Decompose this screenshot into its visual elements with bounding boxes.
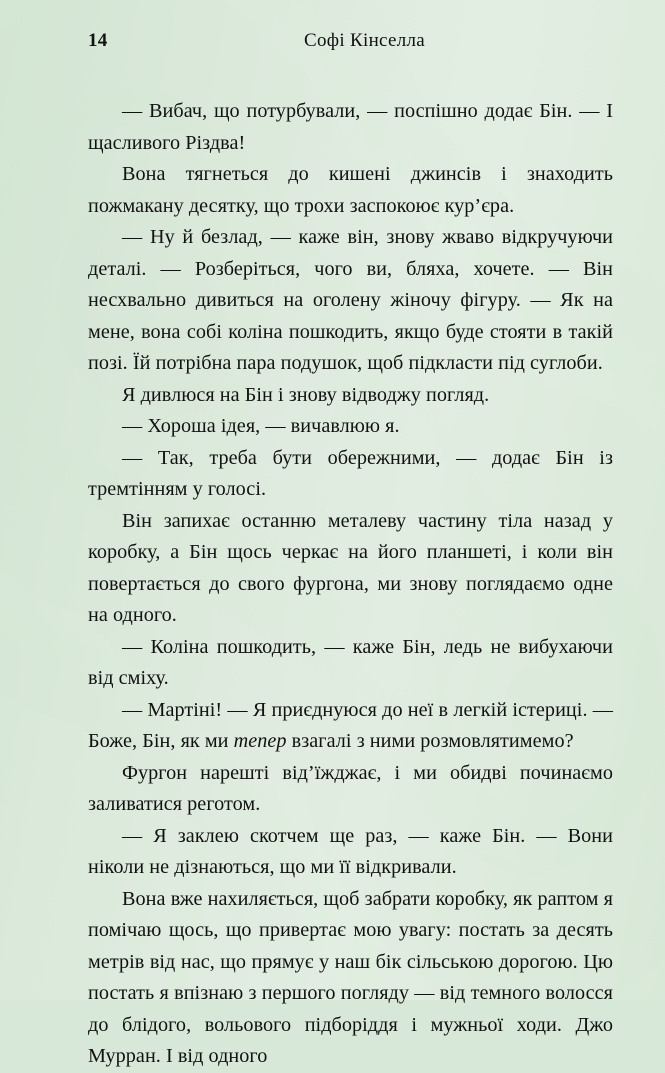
paragraph [88, 884, 613, 1073]
text-run: взагалі з ними розмовлятимемо? [286, 730, 574, 752]
text-run: Вона тягнеться до кишені джинсів і знаходить пожмакану десятку, що трохи заспокоює кур’єра. [88, 163, 613, 217]
paragraph [88, 443, 613, 506]
body-text [88, 96, 613, 1073]
running-head [88, 30, 613, 70]
paragraph [88, 411, 613, 443]
paragraph [88, 758, 613, 821]
paragraph [88, 632, 613, 695]
text-run: — Хороша ідея, — вичавлюю я. [122, 415, 400, 437]
text-run: — Я заклею скотчем ще раз, — каже Бін. — Вони ніколи не дізнаються, що ми її відкривали. [88, 824, 613, 878]
text-run: Він запихає останню металеву частину тіла назад у коробку, а Бін щось черкає на його планшеті, і коли він повертається до свого фургона, ми знову поглядаємо одне на одного. [88, 509, 613, 626]
page-number: 14 [88, 30, 108, 51]
paragraph [88, 159, 613, 222]
paragraph [88, 506, 613, 632]
text-run: Вона вже нахиляється, щоб забрати коробку, як раптом я помічаю щось, що привертає мою увагу: постать за десять метрів від нас, що прямує у наш бік сільською дорогою. Цю постать я впізнаю з першого погляду — від темного волосся до блідого, вольового підборіддя і мужньої ходи. Джо Мурран. І від одного [88, 887, 613, 1067]
text-run: Фургон нарешті від’їжджає, і ми обидві починаємо заливатися реготом. [88, 761, 613, 815]
emphasis-text: тепер [233, 730, 287, 752]
paragraph [88, 222, 613, 380]
paragraph [88, 96, 613, 159]
paragraph [88, 695, 613, 758]
running-head-title: Софі Кінселла [304, 30, 426, 51]
text-run: Я дивлюся на Бін і знову відводжу погляд. [122, 383, 490, 406]
text-run: — Ну й безлад, — каже він, знову жваво відкручуючи деталі. — Розберіться, чого ви, бляха, хочете. — Він несхвально дивиться на оголену жіночу фігуру. — Як на мене, вона собі коліна пошкодить, якщо буде стояти в такій позі. Їй потрібна пара подушок, щоб підкласти під суглоби. [88, 226, 613, 374]
text-run: — Коліна пошкодить, — каже Бін, ледь не вибухаючи від сміху. [88, 635, 613, 689]
text-run: — Мартіні! — Я приєднуюся до неї в легкій істериці. — Боже, Бін, як ми [88, 698, 613, 752]
paragraph [88, 821, 613, 884]
text-run: — Вибач, що потурбували, — поспішно додає Бін. — І щасливого Різдва! [88, 100, 613, 154]
paragraph [88, 380, 613, 412]
text-run: — Так, треба бути обережними, — додає Бін із тремтінням у голосі. [88, 446, 613, 500]
